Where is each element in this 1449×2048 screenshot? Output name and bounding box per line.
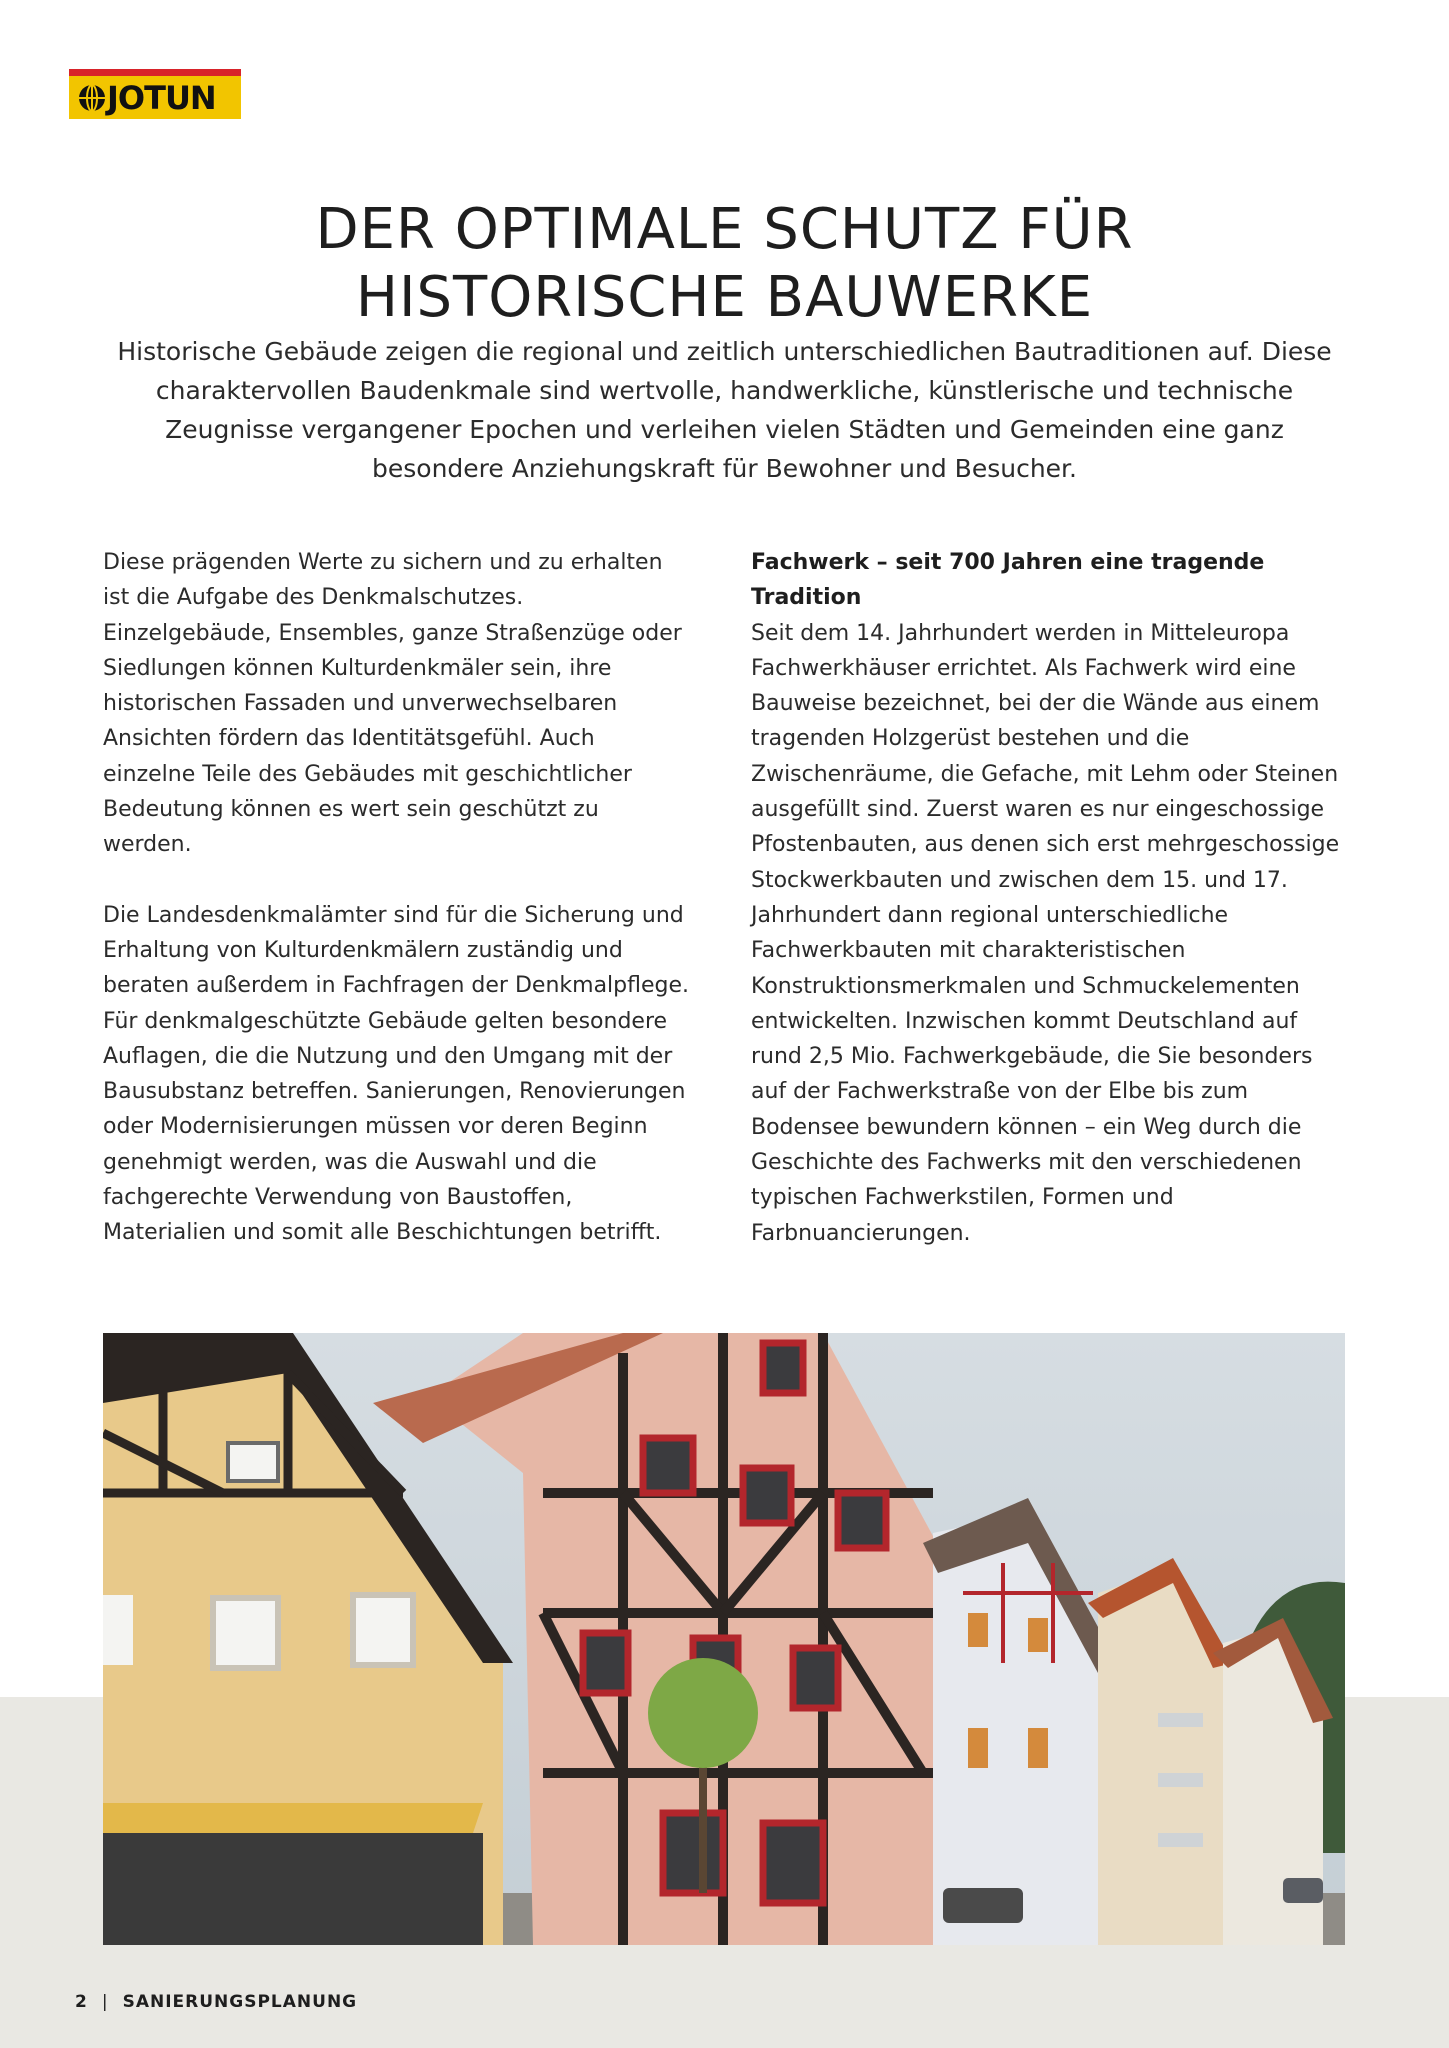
left-text-column (103, 545, 693, 1251)
half-timbered-houses-photo (103, 1333, 1345, 1945)
logo-wordmark: JOTUN (107, 79, 216, 117)
page-number: 2 (75, 1992, 88, 2012)
right-text-column (751, 545, 1351, 1251)
section-name: SANIERUNGSPLANUNG (122, 1992, 358, 2012)
left-paragraph-2: Die Landesdenkmalämter sind für die Sicherung und Erhaltung von Kulturdenkmälern zuständig und beraten außerdem in Fachfragen der Denkmalpflege. Für denkmalgeschützte Gebäude gelten besondere Auflagen, die die Nutzung und den Umgang mit der Bausubstanz betreffen. Sanierungen, Renovierungen oder Modernisierungen müssen vor deren Beginn genehmigt werden, was die Auswahl und die fachgerechte Verwendung von Baustoffen, Materialien und somit alle Beschichtungen betrifft. (103, 902, 690, 1246)
logo-red-stripe (69, 69, 241, 76)
footer-separator: | (101, 1992, 109, 2012)
fachwerk-paragraph: Seit dem 14. Jahrhundert werden in Mitteleuropa Fachwerkhäuser errichtet. Als Fachwerk wird eine Bauweise bezeichnet, bei der die Wände aus einem tragenden Holzgerüst bestehen und die Zwischenräume, die Gefache, mit Lehm oder Steinen ausgefüllt sind. Zuerst waren es nur eingeschossige Pfostenbauten, aus denen sich erst mehrgeschossige Stockwerkbauten und zwischen dem 15. und 17. Jahrhundert dann regional unterschiedliche Fachwerkbauten mit charakteristischen Konstruktionsmerkmalen und Schmuckelementen entwickelten. Inzwischen kommt Deutschland auf rund 2,5 Mio. Fachwerkgebäude, die Sie besonders auf der Fachwerkstraße von der Elbe bis zum Bodensee bewundern können – ein Weg durch die Geschichte des Fachwerks mit den verschiedenen typischen Fachwerkstilen, Formen und Farbnuancierungen. (751, 620, 1340, 1246)
page-footer (75, 1992, 357, 2012)
title-line-2: HISTORISCHE BAUWERKE (355, 264, 1094, 330)
left-paragraph-1: Diese prägenden Werte zu sichern und zu erhalten ist die Aufgabe des Denkmalschutzes. Einzelgebäude, Ensembles, ganze Straßenzüge oder Siedlungen können Kulturdenkmäler sein, ihre historischen Fassaden und unverwechselbaren Ansichten fördern das Identitätsgefühl. Auch einzelne Teile des Gebäudes mit geschichtlicher Bedeutung können es wert sein geschützt zu werden. (103, 550, 682, 858)
jotun-logo (69, 69, 241, 119)
page-title (180, 196, 1269, 332)
intro-paragraph: Historische Gebäude zeigen die regional und zeitlich unterschiedlichen Bautraditionen auf. Diese charaktervollen Baudenkmale sind wertvolle, handwerkliche, künstlerische und technische Zeugnisse vergangener Epochen und verleihen vielen Städten und Gemeinden eine ganz besondere Anziehungskraft für Bewohner und Besucher. (117, 337, 1332, 483)
globe-icon (77, 83, 107, 113)
title-line-1: DER OPTIMALE SCHUTZ FÜR (315, 196, 1134, 262)
fachwerk-heading: Fachwerk – seit 700 Jahren eine tragende Tradition (751, 550, 1265, 611)
street-scene-illustration (103, 1333, 1345, 1945)
